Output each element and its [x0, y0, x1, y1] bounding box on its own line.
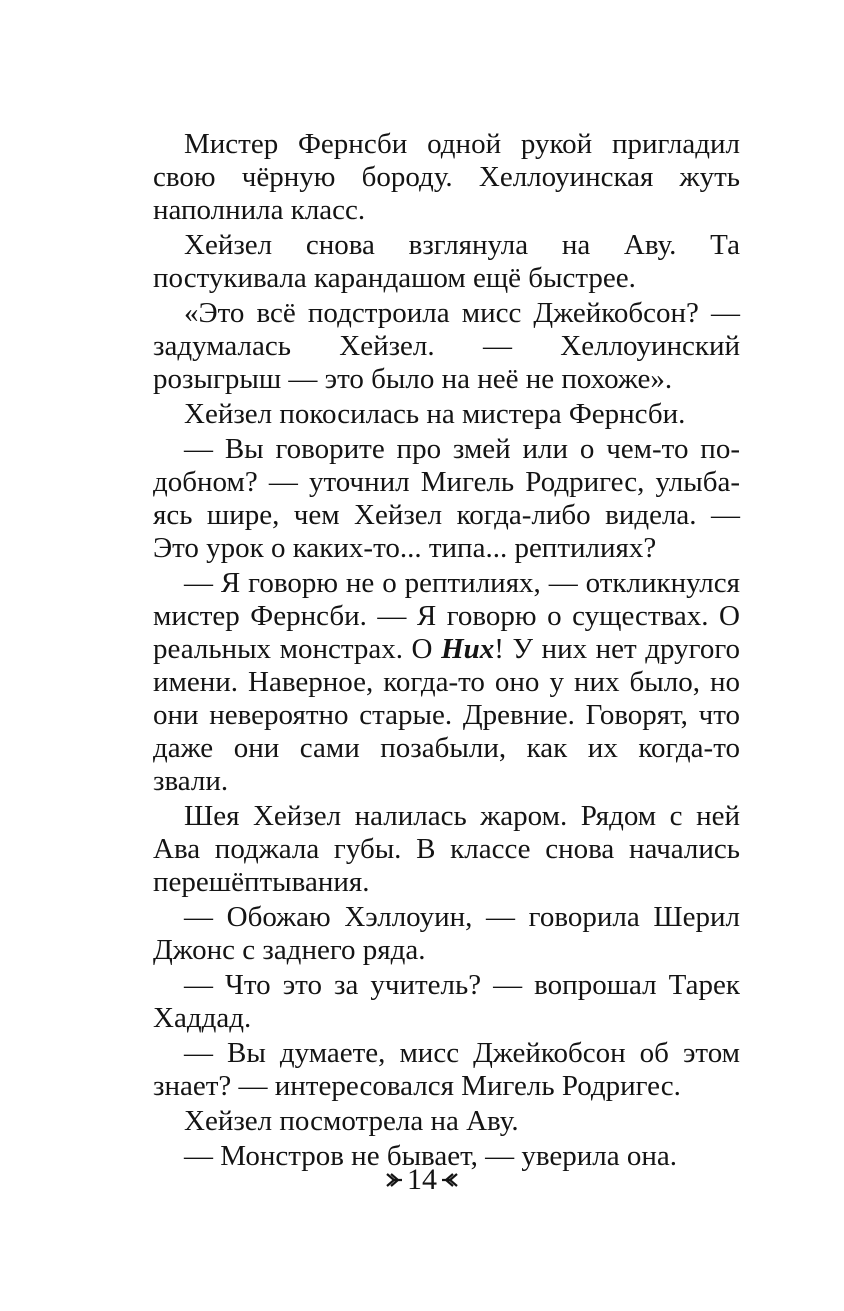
page-footer — [0, 1163, 844, 1197]
page-number: 14 — [407, 1163, 437, 1196]
paragraph-2: Хейзел снова взглянула на Аву. Та постукивала карандашом ещё быстрее. — [153, 229, 740, 294]
paragraph-11: Хейзел посмотрела на Аву. — [184, 1105, 519, 1137]
paragraph-9: — Что это за учитель? — вопрошал Тарек Хаддад. — [153, 969, 740, 1034]
page-body — [153, 128, 740, 1175]
arrow-right-ornament-icon — [385, 1171, 403, 1189]
paragraph-6 — [153, 567, 740, 798]
paragraph-6-before: — Я говорю не о рептилиях, — откликнулся мистер Фернсби. — Я говорю о существах. О реальных монстрах. О — [153, 567, 740, 665]
arrow-left-ornament-icon — [441, 1171, 459, 1189]
paragraph-3: «Это всё подстроила мисс Джейкобсон? — задумалась Хейзел. — Хеллоуинский розыгрыш — это было на неё не похоже». — [153, 297, 740, 395]
paragraph-1: Мистер Фернсби одной рукой пригладил свою чёрную бороду. Хеллоуинская жуть наполнила класс. — [153, 128, 740, 226]
paragraph-7: Шея Хейзел налилась жаром. Рядом с ней Ава поджала губы. В классе снова начались перешёптывания. — [153, 800, 740, 898]
paragraph-12: — Монстров не бывает, — уверила она. — [184, 1140, 677, 1172]
paragraph-5: — Вы говорите про змей или о чем-то подобном? — уточнил Мигель Родригес, улыбаясь шире, чем Хейзел когда-либо видела. — Это урок о каких-то... типа... рептилиях? — [153, 433, 740, 564]
emphasis-them: Них — [441, 633, 495, 665]
paragraph-8: — Обожаю Хэллоуин, — говорила Шерил Джонс с заднего ряда. — [153, 901, 740, 966]
paragraph-10: — Вы думаете, мисс Джейкобсон об этом знает? — интересовался Мигель Родригес. — [153, 1037, 740, 1102]
paragraph-6-after: ! У них нет другого имени. Наверное, когда-то оно у них было, но они невероятно старые. Древние. Говорят, что даже они сами позабыли, как их когда-то звали. — [153, 633, 740, 797]
paragraph-4: Хейзел покосилась на мистера Фернсби. — [184, 398, 686, 430]
